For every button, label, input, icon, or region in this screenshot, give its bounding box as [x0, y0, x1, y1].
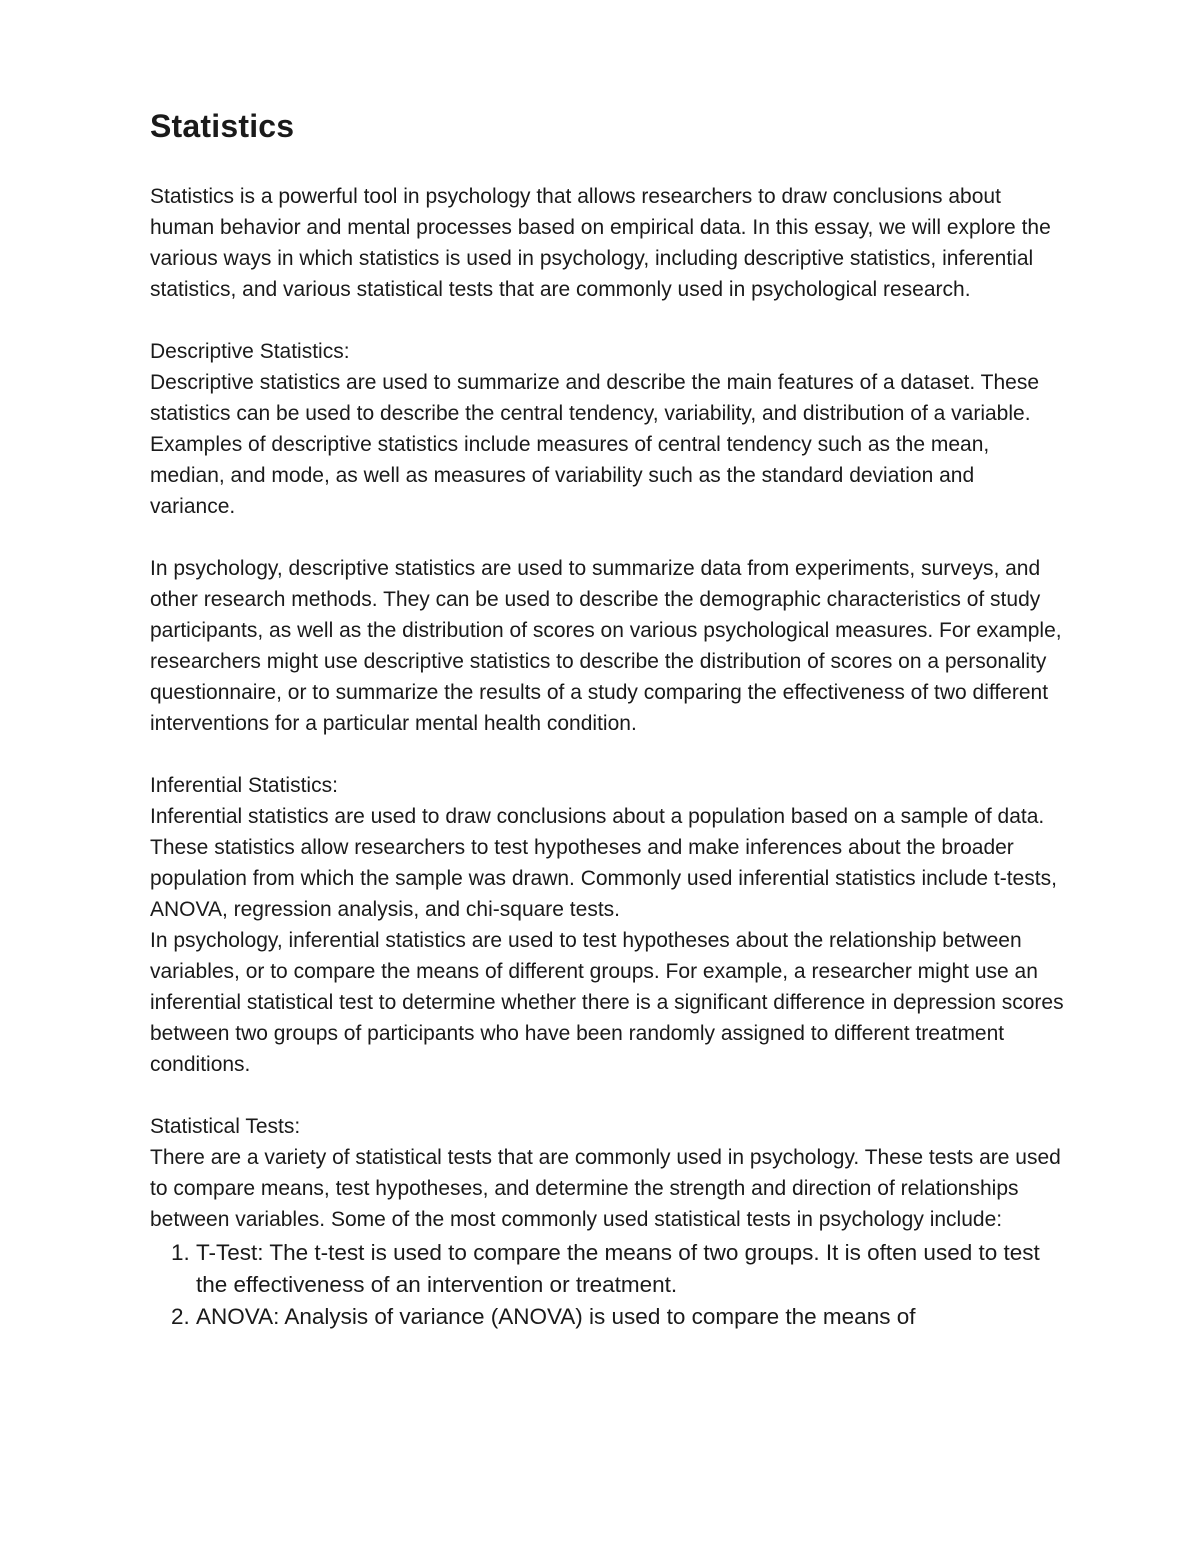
tests-list	[150, 1237, 1065, 1333]
descriptive-paragraph-2: In psychology, descriptive statistics are used to summarize data from experiments, surveys, and other research methods. They can be used to describe the demographic characteristics of study participants, as well as the distribution of scores on various psychological measures. For example, researchers might use descriptive statistics to describe the distribution of scores on a personality questionnaire, or to summarize the results of a study comparing the effectiveness of two different interventions for a particular mental health condition.	[150, 557, 1062, 735]
paragraph-gap	[150, 305, 1065, 336]
tests-paragraph-1: There are a variety of statistical tests that are commonly used in psychology. These tests are used to compare means, test hypotheses, and determine the strength and direction of relationships between variables. Some of the most commonly used statistical tests in psychology include:	[150, 1146, 1061, 1231]
document-body	[150, 104, 1065, 1333]
descriptive-heading: Descriptive Statistics:	[150, 340, 350, 363]
tests-heading: Statistical Tests:	[150, 1115, 301, 1138]
descriptive-paragraph-1: Descriptive statistics are used to summarize and describe the main features of a dataset. These statistics can be used to describe the central tendency, variability, and distribution of a variable. Examples of descriptive statistics include measures of central tendency such as the mean, median, and mode, as well as measures of variability such as the standard deviation and variance.	[150, 371, 1040, 518]
paragraph-gap	[150, 522, 1065, 553]
intro-paragraph: Statistics is a powerful tool in psychology that allows researchers to draw conclusions about human behavior and mental processes based on empirical data. In this essay, we will explore the various ways in which statistics is used in psychology, including descriptive statistics, inferential statistics, and various statistical tests that are commonly used in psychological research.	[150, 185, 1051, 301]
list-item-anova: 2. ANOVA: Analysis of variance (ANOVA) is used to compare the means of	[196, 1301, 1065, 1333]
paragraph-gap	[150, 1080, 1065, 1111]
list-item-t-test: 1. T-Test: The t-test is used to compare the means of two groups. It is often used to test the effectiveness of an intervention or treatment.	[196, 1237, 1065, 1301]
inferential-heading: Inferential Statistics:	[150, 774, 338, 797]
page-title: Statistics	[150, 108, 295, 144]
paragraph-gap	[150, 739, 1065, 770]
inferential-paragraph-1: Inferential statistics are used to draw conclusions about a population based on a sample of data. These statistics allow researchers to test hypotheses and make inferences about the broader population from which the sample was drawn. Commonly used inferential statistics include t-tests, ANOVA, regression analysis, and chi-square tests.	[150, 805, 1057, 921]
inferential-paragraph-2: In psychology, inferential statistics are used to test hypotheses about the relationship between variables, or to compare the means of different groups. For example, a researcher might use an inferential statistical test to determine whether there is a significant difference in depression scores between two groups of participants who have been randomly assigned to different treatment conditions.	[150, 929, 1064, 1076]
